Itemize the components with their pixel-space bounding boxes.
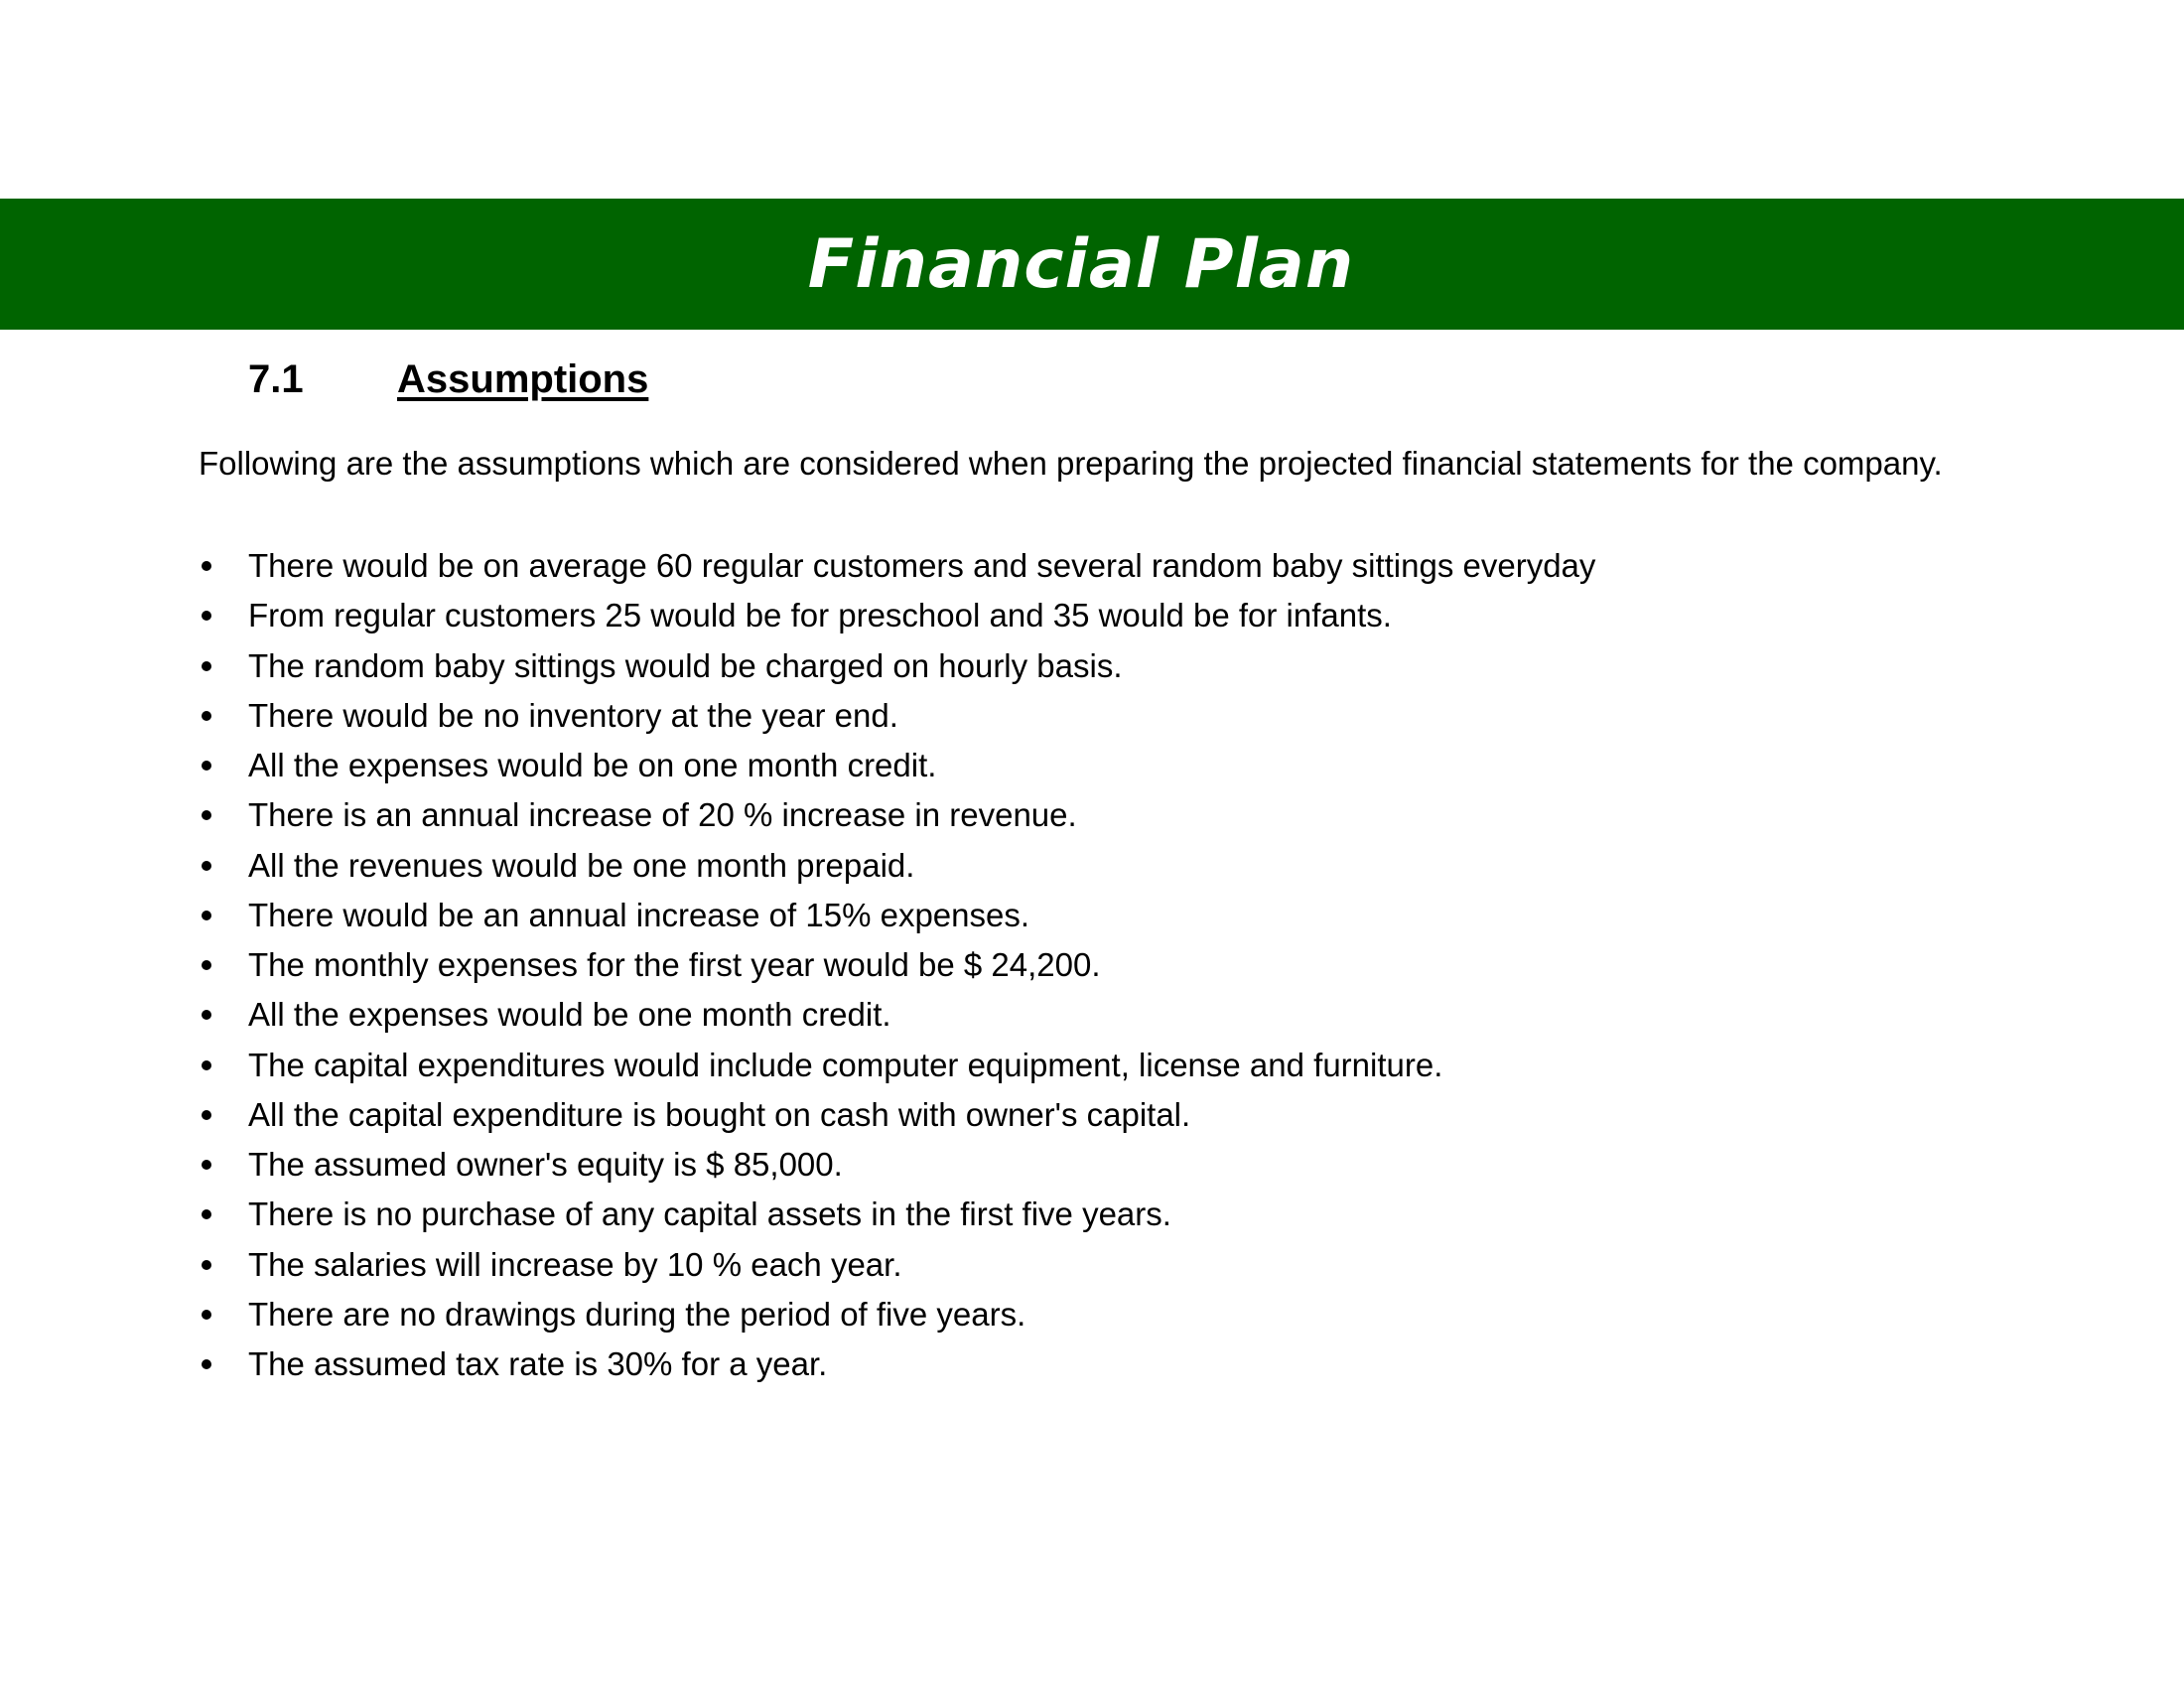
list-item bbox=[199, 1190, 1595, 1239]
list-item bbox=[199, 841, 1595, 891]
bullet-icon bbox=[202, 1209, 211, 1219]
list-item-text: The random baby sittings would be charged on hourly basis. bbox=[248, 646, 1123, 684]
list-item bbox=[199, 641, 1595, 691]
list-item-text: The assumed tax rate is 30% for a year. bbox=[248, 1345, 828, 1383]
bullet-icon bbox=[202, 960, 211, 970]
list-item bbox=[199, 1290, 1595, 1339]
list-item bbox=[199, 1090, 1595, 1140]
list-item bbox=[199, 1240, 1595, 1290]
list-item-text: All the expenses would be on one month credit. bbox=[248, 747, 937, 784]
intro-paragraph: Following are the assumptions which are considered when preparing the projected financial statements for the company. bbox=[199, 445, 1943, 482]
bullet-icon bbox=[202, 1010, 211, 1020]
list-item bbox=[199, 1041, 1595, 1090]
bullet-icon bbox=[202, 661, 211, 671]
section-number: 7.1 bbox=[248, 357, 304, 401]
list-item-text: There are no drawings during the period of five years. bbox=[248, 1295, 1026, 1333]
list-item bbox=[199, 741, 1595, 790]
list-item bbox=[199, 940, 1595, 990]
list-item-text: There would be on average 60 regular customers and several random baby sittings everyday bbox=[248, 547, 1596, 585]
bullet-icon bbox=[202, 761, 211, 771]
bullet-icon bbox=[202, 861, 211, 871]
bullet-icon bbox=[202, 561, 211, 571]
list-item bbox=[199, 541, 1595, 591]
section-heading bbox=[248, 355, 648, 403]
list-item-text: The salaries will increase by 10 % each year. bbox=[248, 1245, 902, 1283]
page-title: Financial Plan bbox=[807, 224, 1355, 304]
bullet-icon bbox=[202, 1060, 211, 1070]
list-item bbox=[199, 1140, 1595, 1190]
list-item bbox=[199, 990, 1595, 1040]
bullet-icon bbox=[202, 1310, 211, 1320]
assumptions-list bbox=[199, 541, 1595, 1389]
bullet-icon bbox=[202, 1110, 211, 1120]
list-item-text: All the expenses would be one month credit. bbox=[248, 996, 891, 1034]
bullet-icon bbox=[202, 711, 211, 721]
list-item-text: The monthly expenses for the first year would be $ 24,200. bbox=[248, 946, 1101, 984]
bullet-icon bbox=[202, 1260, 211, 1270]
list-item-text: The assumed owner's equity is $ 85,000. bbox=[248, 1146, 843, 1184]
bullet-icon bbox=[202, 810, 211, 820]
list-item bbox=[199, 790, 1595, 840]
list-item-text: There is no purchase of any capital assets in the first five years. bbox=[248, 1196, 1171, 1233]
list-item-text: From regular customers 25 would be for preschool and 35 would be for infants. bbox=[248, 597, 1392, 634]
list-item-text: All the capital expenditure is bought on cash with owner's capital. bbox=[248, 1095, 1191, 1133]
list-item-text: All the revenues would be one month prepaid. bbox=[248, 846, 915, 884]
bullet-icon bbox=[202, 611, 211, 621]
list-item bbox=[199, 591, 1595, 640]
bullet-icon bbox=[202, 911, 211, 920]
title-banner bbox=[0, 199, 2184, 330]
bullet-icon bbox=[202, 1359, 211, 1369]
section-title: Assumptions bbox=[397, 357, 649, 401]
list-item-text: The capital expenditures would include computer equipment, license and furniture. bbox=[248, 1046, 1443, 1083]
list-item bbox=[199, 1339, 1595, 1389]
list-item bbox=[199, 691, 1595, 741]
list-item-text: There would be an annual increase of 15% expenses. bbox=[248, 896, 1030, 933]
list-item-text: There is an annual increase of 20 % increase in revenue. bbox=[248, 796, 1077, 834]
list-item bbox=[199, 891, 1595, 940]
bullet-icon bbox=[202, 1160, 211, 1170]
list-item-text: There would be no inventory at the year end. bbox=[248, 696, 898, 734]
